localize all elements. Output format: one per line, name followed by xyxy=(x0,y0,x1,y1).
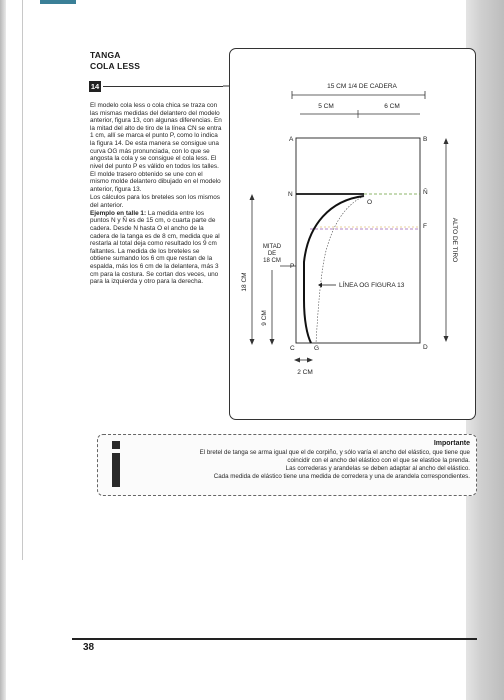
dim-5cm-label: 5 CM xyxy=(318,103,334,110)
page-number: 38 xyxy=(83,642,95,653)
scan-left-edge xyxy=(0,0,6,700)
mitad-label-line3: 18 CM xyxy=(263,258,281,264)
dim-6cm-label: 6 CM xyxy=(384,103,400,110)
point-a-label: A xyxy=(289,136,294,143)
pattern-diagram-frame xyxy=(229,48,476,420)
page-top-color-strip xyxy=(40,0,76,4)
important-line-3: Las correderas y arandelas se deben adaptar al ancho del elástico. xyxy=(285,465,470,473)
alto-tiro-label: ALTO DE TIRO xyxy=(451,217,458,263)
important-line-1: El bretel de tanga se arma igual que el de corpiño, y sólo varía el ancho del elástico, que tiene que xyxy=(199,449,470,456)
footer-rule xyxy=(72,638,477,640)
info-i-icon xyxy=(109,441,123,487)
section-title xyxy=(90,50,140,72)
dim-2cm-label: 2 CM xyxy=(297,369,313,376)
step-leader-line xyxy=(103,86,223,87)
point-o-label: O xyxy=(367,199,373,206)
example-text: La medida entre los puntos N y Ñ es de 15 cm, o cuarta parte de cadera. Desde N hasta O el ancho de la cadera de la tanga es de 8 cm, medida que al restarla al total deja como resultado los 9 cm faltantes. La medida de los breteles se obtiene sumando los 6 cm que restan de la espalda, más los 6 cm de la delantera, más 3 cm para la costura. Se cortan dos veces, uno para la izquierda y otro para la derecha. xyxy=(90,209,220,286)
page-fold-line xyxy=(22,0,23,560)
step-number-badge: 14 xyxy=(90,82,100,91)
point-d-label: D xyxy=(423,344,428,351)
example-paragraph xyxy=(90,210,222,286)
point-g-label: G xyxy=(314,345,320,352)
important-line-4: Cada medida de elástico tiene una medida de corredera y una de arandela correspondientes. xyxy=(213,473,470,481)
important-line-2: coincidir con el ancho del elástico con el que se elastice la prenda. xyxy=(287,457,470,465)
point-n-label: N xyxy=(288,191,293,198)
point-p-label: P xyxy=(290,263,295,270)
dim-9cm-label: 9 CM xyxy=(261,310,268,326)
linea-og-label: LÍNEA OG FIGURA 13 xyxy=(339,282,405,289)
instructions-text xyxy=(90,102,222,286)
mitad-label-line2: DE xyxy=(267,251,277,257)
instructions-paragraph-3: Los cálculos para los breteles son los mismos del anterior. xyxy=(90,194,221,209)
dim-18cm-label: 18 CM xyxy=(241,272,248,292)
important-title: Importante xyxy=(433,440,470,447)
important-text xyxy=(136,449,470,481)
example-heading: Ejemplo en talle 1: xyxy=(90,209,147,217)
point-n-tilde-label: Ñ xyxy=(423,189,428,196)
section-title-line1: TANGA xyxy=(90,50,121,60)
point-f-label: F xyxy=(423,223,427,230)
instructions-paragraph-2: El molde trasero obtenido se une con el mismo molde delantero dibujado en el modelo anterior, figura 13. xyxy=(90,170,221,194)
instructions-paragraph-1: El modelo cola less o cola chica se traza con las mismas medidas del delantero del modelo anterior, figura 13, con algunas diferencias. En la mitad del alto de tiro de la línea CN se entra 1 cm, allí se marca el punto P, como lo indica la figura 14. De esta manera se consigue una curva OG más pronunciada, con lo que se angosta la cola y se consigue el cola less. El nivel del punto P es válido en todos los talles. xyxy=(90,102,222,170)
point-b-label: B xyxy=(423,136,428,143)
mitad-label-line1: MITAD xyxy=(262,244,282,250)
section-title-line2: COLA LESS xyxy=(90,61,141,71)
hip-quarter-label: 15 CM 1/4 DE CADERA xyxy=(327,83,397,90)
point-c-label: C xyxy=(290,345,295,352)
